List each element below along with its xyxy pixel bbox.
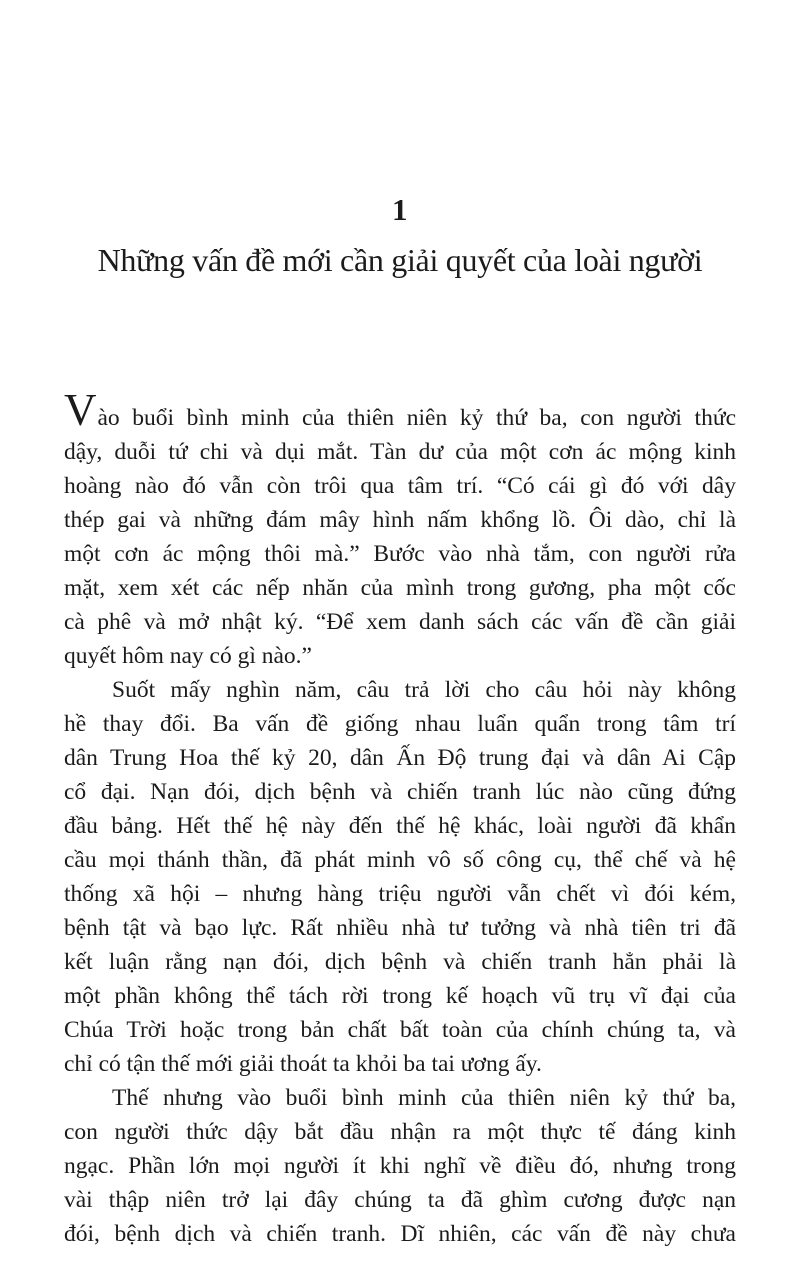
text-line: Vào buổi bình minh của thiên niên kỷ thứ ba, con người thức: [64, 385, 736, 435]
text-line: cổ đại. Nạn đói, dịch bệnh và chiến tranh lúc nào cũng đứng: [64, 779, 736, 805]
text-line: cầu mọi thánh thần, đã phát minh vô số công cụ, thể chế và hệ: [64, 847, 736, 873]
body-text: [64, 385, 736, 1251]
text-line: cà phê và mở nhật ký. “Để xem danh sách các vấn đề cần giải: [64, 609, 736, 635]
text-line: dậy, duỗi tứ chi và dụi mắt. Tàn dư của một cơn ác mộng kinh: [64, 439, 736, 465]
paragraph: [64, 1081, 736, 1251]
text-line: hoàng nào đó vẫn còn trôi qua tâm trí. “Có cái gì đó với dây: [64, 473, 736, 499]
text-line: vài thập niên trở lại đây chúng ta đã ghìm cương được nạn: [64, 1187, 736, 1213]
text-line: bệnh tật và bạo lực. Rất nhiều nhà tư tưởng và nhà tiên tri đã: [64, 915, 736, 941]
text-line: hề thay đổi. Ba vấn đề giống nhau luẩn quẩn trong tâm trí: [64, 711, 736, 737]
text-line: quyết hôm nay có gì nào.”: [64, 643, 312, 669]
paragraph: [64, 385, 736, 673]
text-line: một cơn ác mộng thôi mà.” Bước vào nhà tắm, con người rửa: [64, 541, 736, 567]
paragraph: [64, 673, 736, 1081]
chapter-title: Những vấn đề mới cần giải quyết của loài người: [97, 242, 703, 278]
text-line: Thế nhưng vào buổi bình minh của thiên niên kỷ thứ ba,: [112, 1085, 736, 1111]
text-line: con người thức dậy bắt đầu nhận ra một thực tế đáng kinh: [64, 1119, 736, 1145]
text-line: đói, bệnh dịch và chiến tranh. Dĩ nhiên, các vấn đề này chưa: [64, 1221, 736, 1247]
text-line: mặt, xem xét các nếp nhăn của mình trong gương, pha một cốc: [64, 575, 736, 601]
text-line: thép gai và những đám mây hình nấm khổng lồ. Ôi dào, chỉ là: [64, 507, 736, 533]
initial-cap: V: [64, 385, 98, 435]
text-line: dân Trung Hoa thế kỷ 20, dân Ấn Độ trung đại và dân Ai Cập: [64, 745, 736, 771]
text-line: chỉ có tận thế mới giải thoát ta khỏi ba tai ương ấy.: [64, 1051, 542, 1077]
text-line: ngạc. Phần lớn mọi người ít khi nghĩ về điều đó, nhưng trong: [64, 1153, 736, 1179]
text-line: đầu bảng. Hết thế hệ này đến thế hệ khác, loài người đã khẩn: [64, 813, 736, 839]
text-line: kết luận rằng nạn đói, dịch bệnh và chiến tranh hẳn phải là: [64, 949, 736, 975]
chapter-number: 1: [392, 192, 408, 227]
text-line: một phần không thể tách rời trong kế hoạch vũ trụ vĩ đại của: [64, 983, 736, 1009]
text-line: Chúa Trời hoặc trong bản chất bất toàn của chính chúng ta, và: [64, 1017, 736, 1043]
text-line: thống xã hội – nhưng hàng triệu người vẫn chết vì đói kém,: [64, 881, 736, 907]
text-line: Suốt mấy nghìn năm, câu trả lời cho câu hỏi này không: [112, 677, 736, 703]
